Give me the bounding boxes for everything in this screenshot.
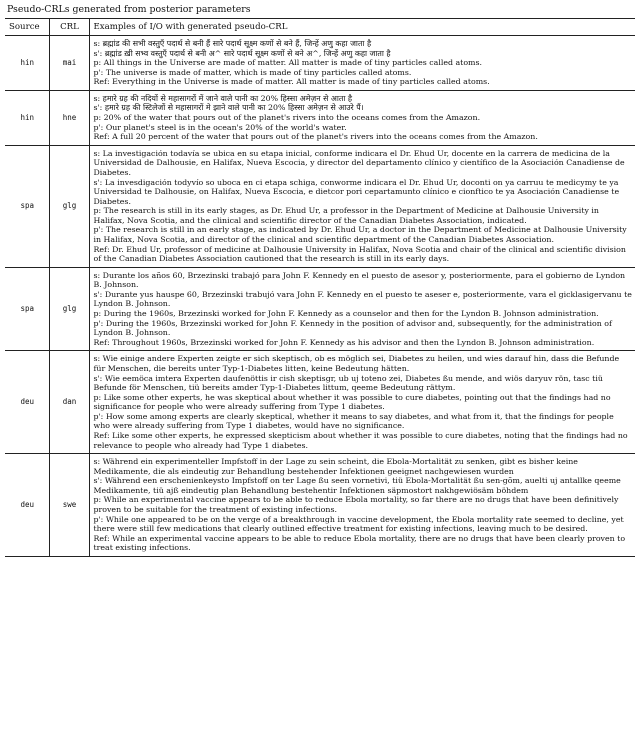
examples-cell: [89, 267, 635, 351]
table-row: [5, 351, 635, 454]
example-line: Ref: A full 20 percent of the water that pours out of the planet's rivers into the oceans comes from the Amazon.: [93, 132, 538, 142]
example-line: s: La investigación todavía se ubica en su etapa inicial, conforme indicara el Dr. Ehud Ur, docente en la carrera de medicina de la Universidad de Dalhousie, en Halifax, Nueva Escocia, y director del departamento clínico y científico de la Asociación Canadiense de Diabetes.: [93, 148, 625, 177]
table-row: [5, 36, 635, 91]
source-language-cell: spa: [5, 267, 49, 351]
source-language-cell: hin: [5, 90, 49, 145]
table-caption: Pseudo-CRLs generated from posterior parameters: [5, 4, 635, 19]
header-examples: Examples of I/O with generated pseudo-CRL: [89, 19, 635, 36]
examples-cell: [89, 145, 635, 267]
example-line: p: During the 1960s, Brzezinski worked for John F. Kennedy as a counselor and then for the Lyndon B. Johnson administration.: [93, 309, 599, 319]
source-language-cell: deu: [5, 351, 49, 454]
example-line: Ref: Like some other experts, he expressed skepticism about whether it was possible to cure diabetes, noting that the findings had no relevance to people who already had Type 1 diabetes.: [93, 430, 628, 450]
table-body: [5, 36, 635, 557]
crl-language-cell: hne: [49, 90, 89, 145]
crl-language-cell: mai: [49, 36, 89, 91]
table-row: [5, 90, 635, 145]
crl-language-cell: glg: [49, 267, 89, 351]
source-language-cell: spa: [5, 145, 49, 267]
examples-cell: [89, 351, 635, 454]
pseudo-crl-table: [5, 19, 635, 557]
example-line: Ref: While an experimental vaccine appears to be able to reduce Ebola mortality, there are no drugs that have been clearly proven to treat existing infections.: [93, 533, 626, 553]
example-line: p: While an experimental vaccine appears to be able to reduce Ebola mortality, so far there are no drugs that have been definitively proven to be suitable for the treatment of existing infections.: [93, 495, 619, 515]
example-line: p: 20% of the water that pours out of the planet's rivers into the oceans comes from the Amazon.: [93, 113, 481, 123]
example-line: s: Während ein experimenteller Impfstoff in der Lage zu sein scheint, die Ebola-Mortalität zu senken, gibt es bisher keine Medikamente, die als eindeutig zur Behandlung bestehender Infektionen geeignet nachgewiesen wurden: [93, 457, 578, 476]
example-line: s: हमारे ग्रह की नदियों से महासागरों में जाने वाले पानी का 20% हिस्सा अमेज़न से आता है: [93, 93, 353, 103]
example-line: s': La invesdigación todyvío so uboca en ci etapa schiga, conworme indicara el Dr. Ehud Ur, doconti on ya carruu te medicymy te ya Universidad te Dalhousie, on Halifax, Nueva Escocia, e dietcor pori cepartamunto clínico e cionftico te ya Asociación Canadiense te Diabetes.: [93, 177, 620, 206]
example-line: p': The research is still in an early stage, as indicated by Dr. Ehud Ur, a doctor in the Department of Medicine at Dalhousie University in Halifax, Nova Scotia, and director of the clinical and scientific department of the Canadian Diabetes Association.: [93, 225, 627, 244]
example-line: p': Our planet's steel is in the ocean's 20% of the world's water.: [93, 122, 347, 132]
example-line: s': ब्रह्मांड ख़ी सभ्व वस्तुएँ पदार्थ से बनी अ^ सारे पदार्थ सूक्ष्म कणों से बने अ^, जिन्हें अणु कहा जाता है: [93, 48, 391, 58]
example-line: s: Wie einige andere Experten zeigte er sich skeptisch, ob es möglich sei, Diabetes zu heilen, und wies darauf hin, dass die Befunde für Menschen, die bereits unter Typ-1-Diabetes litten, keine Bedeutung hätten.: [93, 354, 620, 373]
example-line: p': How some among experts are clearly skeptical, whether it means to say diabetes, and what from it, that the findings for people who were already suffering from Type 1 diabetes, would have no significance.: [93, 411, 614, 431]
example-line: s': हमारे ग्रह की स्टिलेजों से महासागरों मे झाने वाले पानी का 20% हिस्सा अमेज़न से आउरे पैं।: [93, 103, 364, 113]
examples-cell: [89, 36, 635, 91]
example-line: p': During the 1960s, Brzezinski worked for John F. Kennedy in the position of advisor and, subsequently, for the administration of Lyndon B. Johnson.: [93, 318, 612, 338]
example-line: p': While one appeared to be on the verge of a breakthrough in vaccine development, the Ebola mortality rate seemed to decline, yet there were still few medications that clearly outlined effective treatment for existing infections, leaving much to be desired.: [93, 514, 624, 534]
example-line: p: All things in the Universe are made of matter. All matter is made of tiny particles called atoms.: [93, 58, 483, 68]
examples-cell: [89, 454, 635, 557]
header-row: [5, 19, 635, 36]
crl-language-cell: dan: [49, 351, 89, 454]
example-line: Ref: Everything in the Universe is made of matter. All matter is made of tiny particles called atoms.: [93, 77, 490, 87]
source-language-cell: hin: [20, 58, 35, 68]
crl-language-cell: swe: [49, 454, 89, 557]
table-row: [5, 454, 635, 557]
example-line: s: Durante los años 60, Brzezinski trabajó para John F. Kennedy en el puesto de asesor y, posteriormente, para el gobierno de Lyndon B. Johnson.: [93, 270, 626, 290]
example-line: p: Like some other experts, he was skeptical about whether it was possible to cure diabetes, pointing out that the findings had no significance for people who were already suffering from Type 1 diabetes.: [93, 392, 611, 412]
header-source: Source: [5, 19, 49, 36]
example-line: s': Wie eemöca imtera Experten daufenöttis ir cish skeptisgr, ub uj toteno zei, Diabetes ßu mende, and wiös daryuv rön, tasc tiü Befunde för Menschen, tiü bereits amder Typ-1-Diabetes littum, qeeme Bedeutung rättym.: [93, 373, 603, 393]
example-line: s: ब्रह्मांड की सभी वस्तुएँ पदार्थ से बनी हैं सारे पदार्थ सूक्ष्म कणों से बने हैं, जिन्हें अणु कहा जाता है: [93, 39, 372, 48]
table-row: [5, 267, 635, 351]
example-line: Ref: Dr. Ehud Ur, professor of medicine at Dalhousie University in Halifax, Nova Scotia and chair of the clinical and scientific division of the Canadian Diabetes Association cautioned that the research is still in its early days.: [93, 244, 626, 264]
example-line: Ref: Throughout 1960s, Brzezinski worked for John F. Kennedy as his advisor and then the Lyndon B. Johnson administration.: [93, 337, 595, 347]
source-language-cell: deu: [5, 454, 49, 557]
header-crl: CRL: [49, 19, 89, 36]
crl-language-cell: glg: [49, 145, 89, 267]
example-line: s': Durante yus hauspe 60, Brzezinski trabujó vara John F. Kennedy en el puesto te aseser e, posteriormente, vara el gicklasigervanu te Lyndon B. Johnson.: [93, 289, 632, 309]
example-line: s': Während een erschenienkeysto Impfstoff on ter Lage ßu seen vornetivi, tiü Ebola-Mortalität ßu sen-gõm, auelti uj antallke qeeme Medikamente, tiü ajß eindeutig plan Behandlung bestehentir Infektionen säpmostort nakhgewiösäm böhdem: [93, 476, 621, 495]
example-line: p: The research is still in its early stages, as Dr. Ehud Ur, a professor in the Department of Medicine at Dalhousie University in Halifax, Nova Scotia, and the clinical and scientific director of the Canadian Diabetes Association, indicated.: [93, 206, 599, 225]
examples-cell: [89, 90, 635, 145]
example-line: p': The universe is made of matter, which is made of tiny particles called atoms.: [93, 67, 412, 77]
document-page: [5, 4, 635, 557]
table-row: [5, 145, 635, 267]
